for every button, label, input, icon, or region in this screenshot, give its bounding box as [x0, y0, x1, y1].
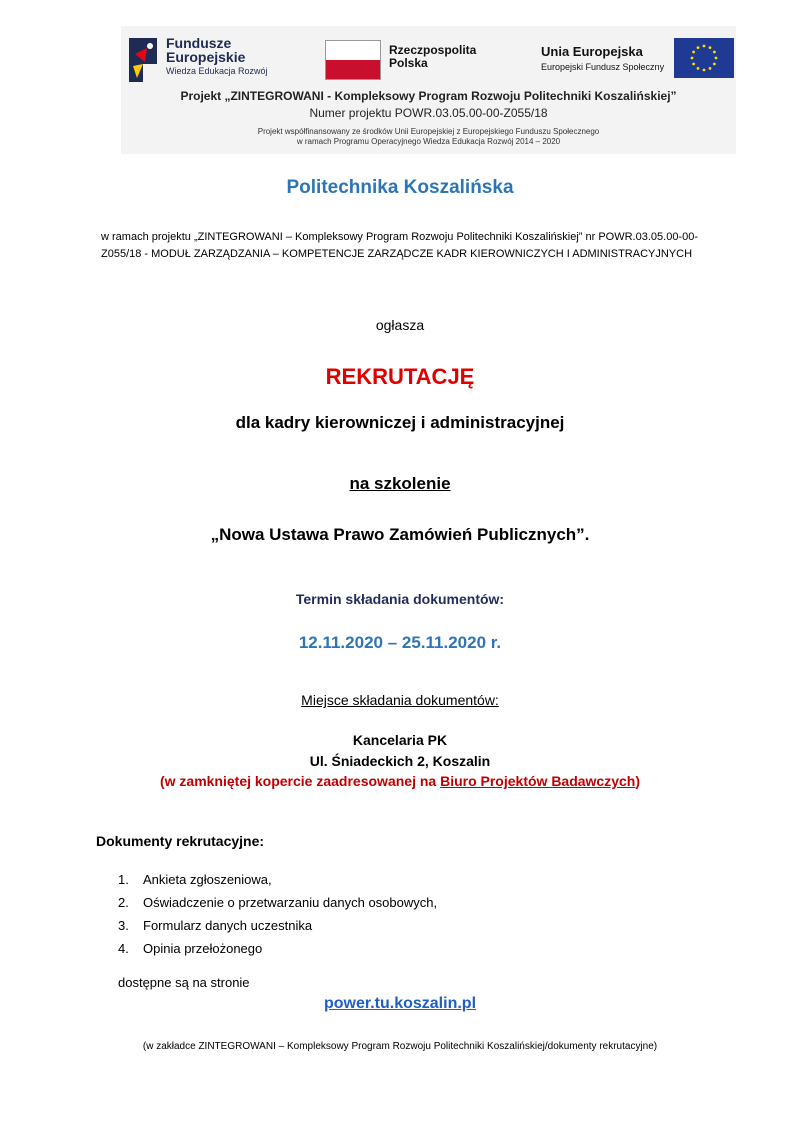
footnote: (w zakładce ZINTEGROWANI – Kompleksowy Program Rozwoju Politechniki Koszalińskiej/dokumenty rekrutacyjne) — [142, 1041, 658, 1052]
fundusze-europejskie-text — [166, 36, 268, 76]
available-on-text: dostępne są na stronie — [118, 975, 250, 990]
list-item-text: Ankieta zgłoszeniowa, — [143, 872, 272, 887]
list-item-text: Oświadczenie o przetwarzaniu danych osobowych, — [143, 895, 438, 910]
place-office: Kancelaria PK — [352, 732, 448, 748]
ue-subtitle: Europejski Fundusz Społeczny — [541, 62, 665, 72]
envelope-note — [0, 773, 800, 789]
list-item — [118, 914, 437, 937]
list-item-number: 2. — [118, 895, 129, 910]
place-label: Miejsce składania dokumentów: — [301, 692, 499, 708]
list-item — [118, 891, 437, 914]
deadline-dates: 12.11.2020 – 25.11.2020 r. — [298, 633, 502, 652]
project-number: Numer projektu POWR.03.05.00-00-Z055/18 — [309, 106, 548, 120]
training-label: na szkolenie — [349, 474, 451, 493]
envelope-suffix: ) — [635, 773, 641, 789]
unia-europejska-text — [541, 44, 664, 72]
website-link[interactable]: power.tu.koszalin.pl — [323, 995, 477, 1012]
cofinance-line1: Projekt współfinansowany ze środków Unii Europejskiej z Europejskiego Funduszu Społecznego — [257, 127, 600, 136]
project-title: Projekt „ZINTEGROWANI - Kompleksowy Program Rozwoju Politechniki Koszalińskiej” — [180, 89, 677, 103]
envelope-office: Biuro Projektów Badawczych — [440, 773, 636, 789]
fe-subtitle: Wiedza Edukacja Rozwój — [166, 66, 268, 76]
list-item-text: Formularz danych uczestnika — [143, 918, 313, 933]
documents-list — [118, 868, 437, 960]
list-item-text: Opinia przełożonego — [143, 941, 263, 956]
pl-line2: Polska — [389, 56, 428, 70]
place-address: Ul. Śniadeckich 2, Koszalin — [309, 753, 491, 769]
pl-line1: Rzeczpospolita — [389, 43, 477, 57]
announces-text: ogłasza — [375, 317, 425, 333]
fundusze-europejskie-logo — [125, 34, 161, 86]
logo-header — [121, 26, 736, 154]
intro-paragraph: w ramach projektu „ZINTEGROWANI – Kompleksowy Program Rozwoju Politechniki Koszalińskiej” nr POWR.03.05.00-00- Z055/18 - MODUŁ ZARZĄDZANIA – KOMPETENCJE ZARZĄDCZE KADR KIEROWNICZYCH I ADMINISTRACYJNYCH — [101, 231, 698, 260]
envelope-prefix: (w zamkniętej kopercie zaadresowanej na — [159, 773, 441, 789]
training-title: „Nowa Ustawa Prawo Zamówień Publicznych”. — [210, 525, 590, 544]
list-item-number: 1. — [118, 872, 129, 887]
target-group-text: dla kadry kierowniczej i administracyjnej — [235, 413, 565, 432]
cofinance-line2: w ramach Programu Operacyjnego Wiedza Edukacja Rozwój 2014 – 2020 — [296, 137, 561, 146]
documents-heading: Dokumenty rekrutacyjne: — [96, 833, 265, 849]
rzeczpospolita-text — [389, 44, 476, 70]
list-item-number: 3. — [118, 918, 129, 933]
eu-flag-icon — [674, 38, 734, 78]
ue-title: Unia Europejska — [541, 44, 643, 59]
university-name: Politechnika Koszalińska — [286, 177, 514, 198]
deadline-label: Termin składania dokumentów: — [295, 591, 505, 607]
fe-title-line2: Europejskie — [166, 49, 246, 65]
fe-title-line1: Fundusze — [166, 35, 232, 51]
recruitment-heading: REKRUTACJĘ — [325, 364, 475, 389]
poland-flag-icon — [325, 40, 381, 80]
list-item-number: 4. — [118, 941, 129, 956]
list-item — [118, 937, 437, 960]
list-item — [118, 868, 437, 891]
